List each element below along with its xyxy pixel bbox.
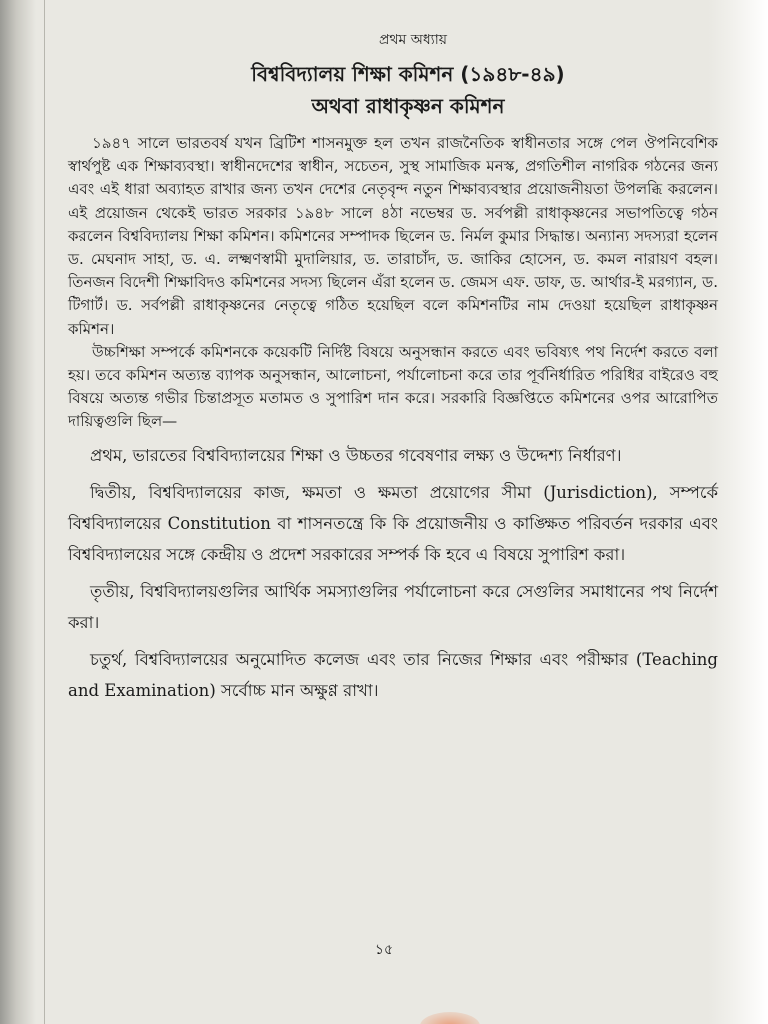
list-item: তৃতীয়, বিশ্ববিদ্যালয়গুলির আর্থিক সমস্যাগুলির পর্যালোচনা করে সেগুলির সমাধানের পথ নির্দেশ করা। [68, 581, 718, 632]
list-item: দ্বিতীয়, বিশ্ববিদ্যালয়ের কাজ, ক্ষমতা ও ক্ষমতা প্রয়োগের সীমা (Jurisdiction), সম্পর্কে বিশ্ববিদ্যালয়ের Constitution বা শাসনতন্ত্রে কি কি প্রয়োজনীয় ও কাঙ্ক্ষিত পরিবর্তন দরকার এবং বিশ্ববিদ্যালয়ের সঙ্গে কেন্দ্রীয় ও প্রদেশ সরকারের সম্পর্ক কি হবে এ বিষয়ে সুপারিশ করা। [68, 482, 718, 564]
page-number: ১৫ [374, 942, 394, 958]
finger-smudge [420, 1012, 480, 1024]
title-line-1: বিশ্ববিদ্যালয় শিক্ষা কমিশন (১৯৪৮-৪৯) [251, 62, 565, 86]
chapter-label: প্রথম অধ্যায় [378, 32, 448, 48]
binding-shadow [0, 0, 36, 1024]
list-item: চতুর্থ, বিশ্ববিদ্যালয়ের অনুমোদিত কলেজ এবং তার নিজের শিক্ষার এবং পরীক্ষার (Teaching and Examination) সর্বোচ্চ মান অক্ষুণ্ণ রাখা। [68, 649, 718, 700]
list-item: প্রথম, ভারতের বিশ্ববিদ্যালয়ের শিক্ষা ও উচ্চতর গবেষণার লক্ষ্য ও উদ্দেশ্য নির্ধারণ। [90, 445, 622, 465]
page-content [68, 22, 718, 706]
chapter-title [98, 58, 718, 122]
paragraph-intro: ১৯৪৭ সালে ভারতবর্ষ যখন ব্রিটিশ শাসনমুক্ত হল তখন রাজনৈতিক স্বাধীনতার সঙ্গে পেল ঔপনিবেশিক স্বার্থপুষ্ট এক শিক্ষাব্যবস্থা। স্বাধীনদেশের স্বাধীন, সচেতন, সুস্থ সামাজিক মনস্ক, প্রগতিশীল নাগরিক গঠনের জন্য এবং এই ধারা অব্যাহত রাখার জন্য তখন দেশের নেতৃবৃন্দ নতুন শিক্ষাব্যবস্থার প্রয়োজনীয়তা উপলব্ধি করলেন। এই প্রয়োজন থেকেই ভারত সরকার ১৯৪৮ সালে ৪ঠা নভেম্বর ড. সর্বপল্লী রাধাকৃষ্ণনের সভাপতিত্বে গঠন করলেন বিশ্ববিদ্যালয় শিক্ষা কমিশন। কমিশনের সম্পাদক ছিলেন ড. নির্মল কুমার সিদ্ধান্ত। অন্যান্য সদস্যরা হলেন ড. মেঘনাদ সাহা, ড. এ. লক্ষ্মণস্বামী মুদালিয়ার, ড. তারাচাঁদ, ড. জাকির হোসেন, ড. কমল নারায়ণ বহল। তিনজন বিদেশী শিক্ষাবিদও কমিশনের সদস্য ছিলেন এঁরা হলেন ড. জেমস এফ. ডাফ, ড. আর্থার-ই মরগ্যান, ড. টিগার্ট। ড. সর্বপল্লী রাধাকৃষ্ণনের নেতৃত্বে গঠিত হয়েছিল বলে কমিশনটির নাম দেওয়া হয়েছিল রাধাকৃষ্ণন কমিশন। [68, 134, 718, 338]
page-edge-line [44, 0, 45, 1024]
title-line-2: অথবা রাধাকৃষ্ণন কমিশন [311, 94, 505, 118]
paragraph-terms: উচ্চশিক্ষা সম্পর্কে কমিশনকে কয়েকটি নির্দিষ্ট বিষয়ে অনুসন্ধান করতে এবং ভবিষ্যৎ পথ নির্দেশ করতে বলা হয়। তবে কমিশন অত্যন্ত ব্যাপক অনুসন্ধান, আলোচনা, পর্যালোচনা করে তার পূর্বনির্ধারিত পরিধির বাইরেও বহু বিষয়ে অত্যন্ত গভীর চিন্তাপ্রসূত মতামত ও সুপারিশ দান করে। সরকারি বিজ্ঞপ্তিতে কমিশনের ওপর আরোপিত দায়িত্বগুলি ছিল— [68, 342, 718, 431]
